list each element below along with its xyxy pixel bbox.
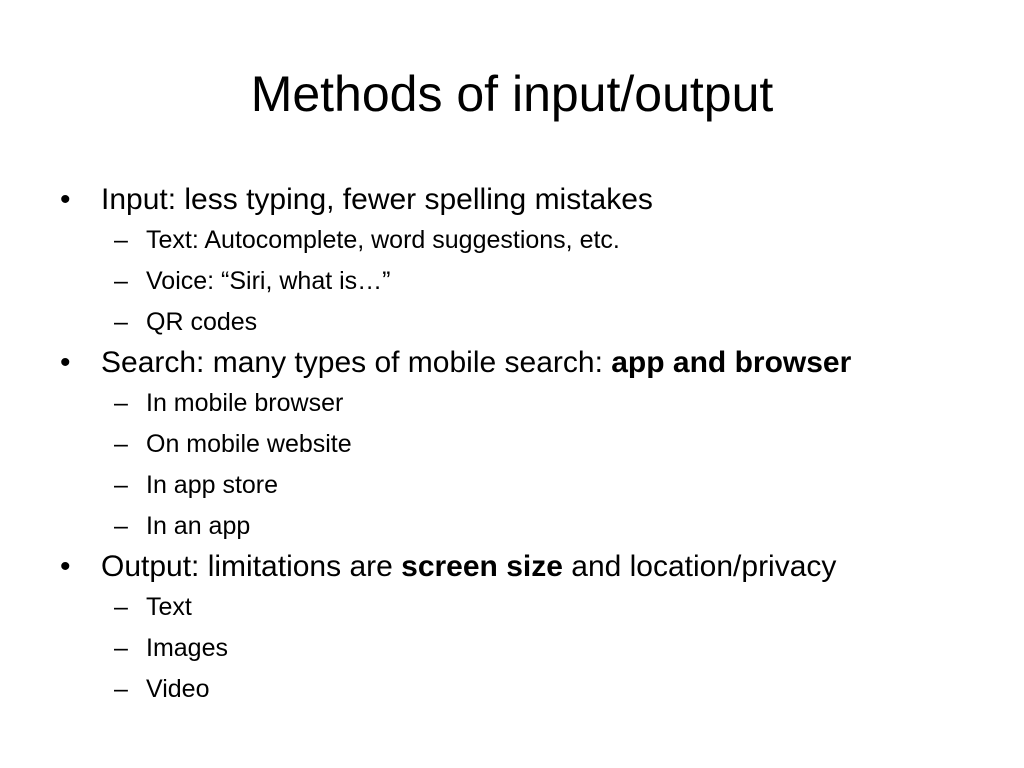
dash-icon: – (114, 308, 128, 336)
bullet-list (58, 180, 998, 710)
sub-item-text: Video (146, 675, 210, 703)
sub-item (58, 506, 998, 547)
bullet-text: Output: limitations are (101, 550, 402, 583)
sub-item (58, 220, 998, 261)
dash-icon: – (114, 471, 128, 499)
bullet-bold-text: screen size (401, 550, 563, 583)
dash-icon: – (114, 634, 128, 662)
dash-icon: – (114, 512, 128, 540)
sub-item-text: On mobile website (146, 430, 352, 458)
slide-title: Methods of input/output (250, 66, 774, 122)
sub-item (58, 669, 998, 710)
bullet-text-suffix: and location/privacy (562, 550, 837, 583)
sub-item (58, 302, 998, 343)
dash-icon: – (114, 267, 128, 295)
bullet-icon: • (60, 346, 71, 379)
sub-item (58, 465, 998, 506)
bullet-icon: • (60, 550, 71, 583)
sub-item-text: Images (146, 634, 228, 662)
bullet-output (58, 547, 998, 587)
dash-icon: – (114, 593, 128, 621)
sub-item (58, 424, 998, 465)
sub-item-text: In app store (146, 471, 279, 499)
sub-item (58, 261, 998, 302)
sub-item-text: In mobile browser (146, 389, 344, 417)
bullet-text: Input: less typing, fewer spelling mistakes (101, 183, 653, 216)
sub-item-text: Text (146, 593, 192, 621)
sub-item (58, 383, 998, 424)
sub-item (58, 628, 998, 669)
sub-item-text: Voice: “Siri, what is…” (146, 267, 391, 295)
bullet-bold-text: app and browser (611, 346, 852, 379)
dash-icon: – (114, 675, 128, 703)
dash-icon: – (114, 389, 128, 417)
dash-icon: – (114, 430, 128, 458)
dash-icon: – (114, 226, 128, 254)
bullet-icon: • (60, 183, 71, 216)
sub-item-text: In an app (146, 512, 251, 540)
bullet-search (58, 343, 998, 383)
bullet-input (58, 180, 998, 220)
sub-item-text: Text: Autocomplete, word suggestions, etc. (146, 226, 620, 254)
sub-item-text: QR codes (146, 308, 258, 336)
sub-item (58, 587, 998, 628)
bullet-text: Search: many types of mobile search: (101, 346, 612, 379)
